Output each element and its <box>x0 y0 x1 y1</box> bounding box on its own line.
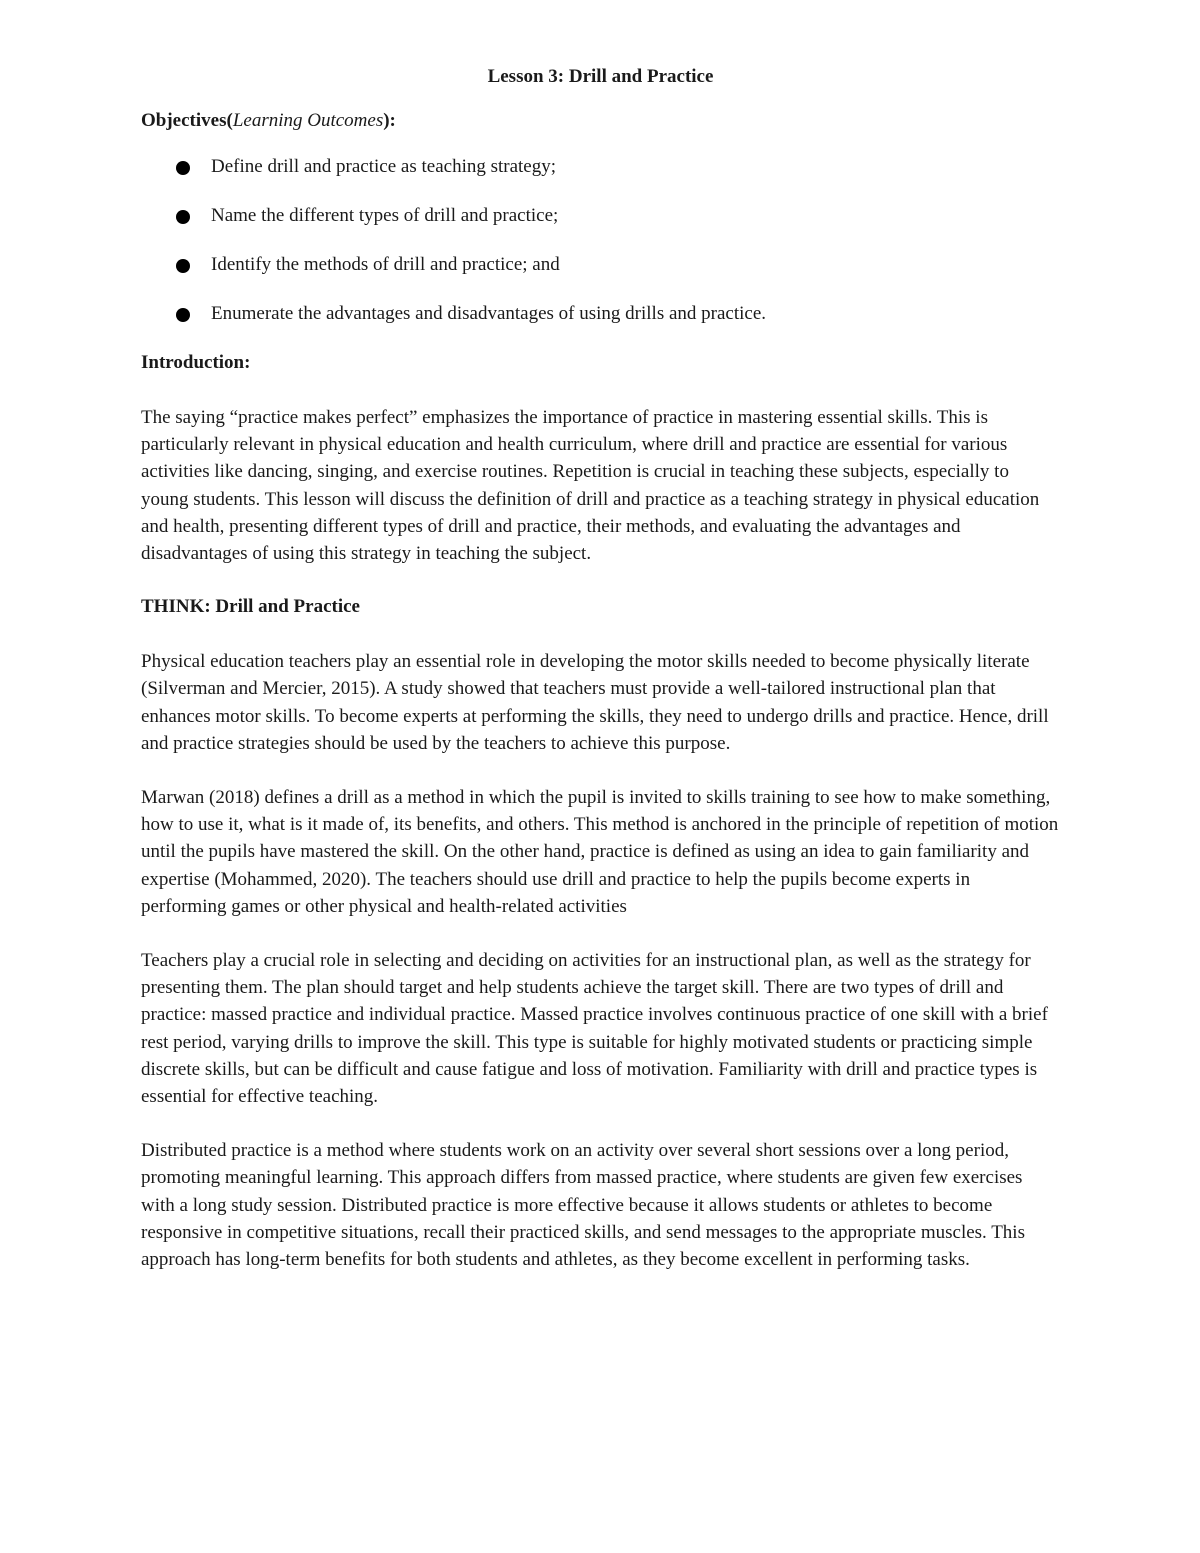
objective-item <box>141 154 1060 180</box>
objective-text: Define drill and practice as teaching strategy; <box>211 156 557 177</box>
objectives-heading <box>141 108 1060 134</box>
objectives-label-end: ): <box>383 110 396 131</box>
bullet-icon <box>176 161 190 175</box>
objective-text: Identify the methods of drill and practice; and <box>211 254 560 275</box>
objective-item <box>141 203 1060 229</box>
lesson-title: Lesson 3: Drill and Practice <box>487 66 714 87</box>
objective-item <box>141 301 1060 327</box>
introduction-heading: Introduction: <box>141 352 251 373</box>
think-paragraph-3: Teachers play a crucial role in selecting and deciding on activities for an instructional plan, as well as the strategy for presenting them. The plan should target and help students achieve the target skill. There are two types of drill and practice: massed practice and individual practice. Massed practice involves continuous practice of one skill with a brief rest period, varying drills to improve the skill. This type is suitable for highly motivated students or practicing simple discrete skills, but can be difficult and cause fatigue and loss of motivation. Familiarity with drill and practice types is essential for effective teaching. <box>141 950 1048 1108</box>
objectives-list <box>141 154 1060 327</box>
objective-text: Name the different types of drill and practice; <box>211 205 559 226</box>
objective-text: Enumerate the advantages and disadvantages of using drills and practice. <box>211 303 767 324</box>
think-paragraph-1: Physical education teachers play an essential role in developing the motor skills needed to become physically literate (Silverman and Mercier, 2015). A study showed that teachers must provide a well-tailored instructional plan that enhances motor skills. To become experts at performing the skills, they need to undergo drills and practice. Hence, drill and practice strategies should be used by the teachers to achieve this purpose. <box>141 651 1049 754</box>
bullet-icon <box>176 308 190 322</box>
think-paragraph-4: Distributed practice is a method where students work on an activity over several short sessions over a long period, promoting meaningful learning. This approach differs from massed practice, where students are given few exercises with a long study session. Distributed practice is more effective because it allows students or athletes to become responsive in competitive situations, recall their practiced skills, and send messages to the appropriate muscles. This approach has long-term benefits for both students and athletes, as they become excellent in performing tasks. <box>141 1140 1025 1271</box>
think-heading: THINK: Drill and Practice <box>141 596 360 618</box>
think-paragraph-2: Marwan (2018) defines a drill as a method in which the pupil is invited to skills training to see how to make something, how to use it, what is it made of, its benefits, and others. This method is anchored in the principle of repetition of motion until the pupils have mastered the skill. On the other hand, practice is defined as using an idea to gain familiarity and expertise (Mohammed, 2020). The teachers should use drill and practice to help the pupils become experts in performing games or other physical and health-related activities <box>141 787 1059 917</box>
bullet-icon <box>176 259 190 273</box>
bullet-icon <box>176 210 190 224</box>
objectives-label-italic: Learning Outcomes <box>232 110 384 131</box>
objective-item <box>141 252 1060 278</box>
introduction-paragraph: The saying “practice makes perfect” emphasizes the importance of practice in mastering essential skills. This is particularly relevant in physical education and health curriculum, where drill and practice are essential for various activities like dancing, singing, and exercise routines. Repetition is crucial in teaching these subjects, especially to young students. This lesson will discuss the definition of drill and practice as a teaching strategy in physical education and health, presenting different types of drill and practice, their methods, and evaluating the advantages and disadvantages of using this strategy in teaching the subject. <box>141 407 1040 565</box>
objectives-label: Objectives( <box>141 110 233 131</box>
